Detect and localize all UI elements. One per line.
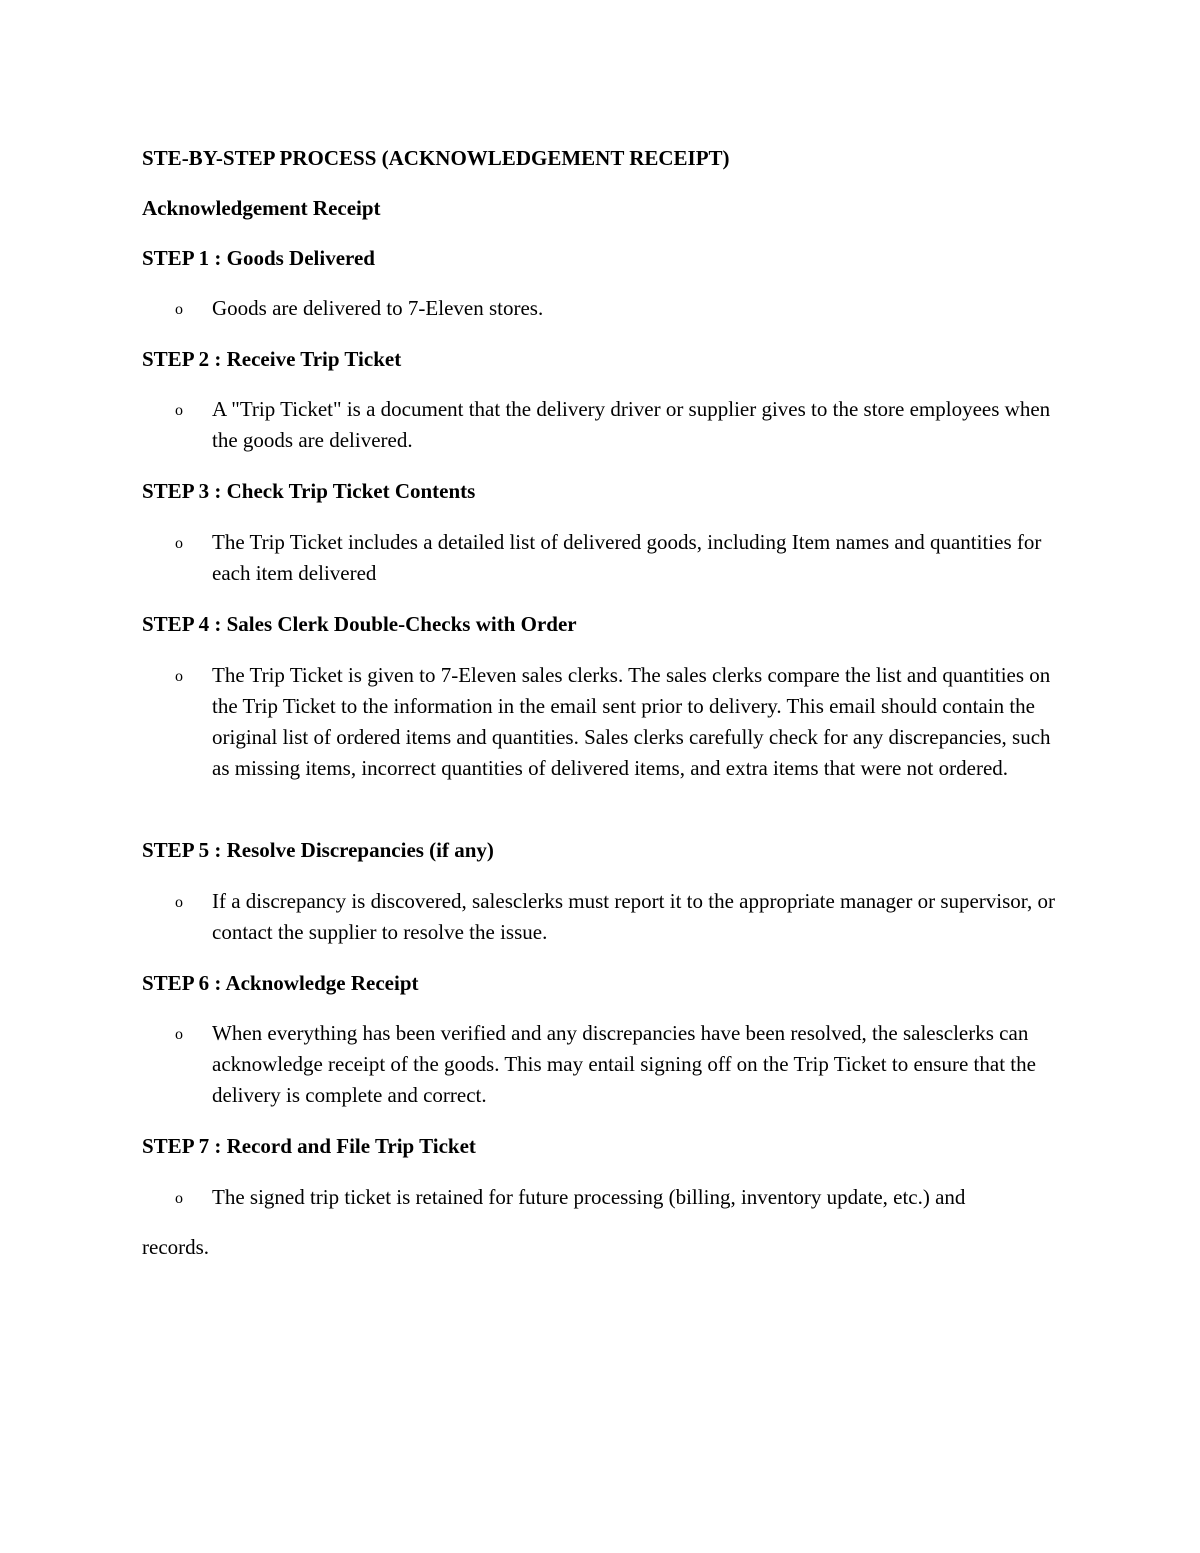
step-5-text: If a discrepancy is discovered, salesclerks must report it to the appropriate manager or supervisor, or contact the supplier to resolve the issue. bbox=[212, 889, 1055, 944]
step-5-heading: STEP 5 : Resolve Discrepancies (if any) bbox=[142, 838, 494, 862]
step-4-heading: STEP 4 : Sales Clerk Double-Checks with Order bbox=[142, 612, 577, 636]
step-7-text: The signed trip ticket is retained for future processing (billing, inventory update, etc.) and bbox=[212, 1185, 966, 1209]
step-3-heading: STEP 3 : Check Trip Ticket Contents bbox=[142, 479, 476, 503]
step-1-bullet-icon: o bbox=[175, 301, 183, 318]
step-7-bullet-icon: o bbox=[175, 1190, 183, 1207]
step-2-text: A "Trip Ticket" is a document that the delivery driver or supplier gives to the store employees when the goods are delivered. bbox=[212, 397, 1051, 452]
step-3-bullet-icon: o bbox=[175, 535, 183, 552]
document-title: STE-BY-STEP PROCESS (ACKNOWLEDGEMENT RECEIPT) bbox=[142, 146, 730, 170]
step-7-heading: STEP 7 : Record and File Trip Ticket bbox=[142, 1134, 476, 1158]
step-1-heading: STEP 1 : Goods Delivered bbox=[142, 246, 375, 270]
step-2-heading: STEP 2 : Receive Trip Ticket bbox=[142, 347, 402, 371]
step-4-bullet-icon: o bbox=[175, 668, 183, 685]
step-6-bullet-icon: o bbox=[175, 1026, 183, 1043]
step-7-continuation: records. bbox=[142, 1235, 210, 1259]
step-2-bullet-icon: o bbox=[175, 402, 183, 419]
step-6-heading: STEP 6 : Acknowledge Receipt bbox=[142, 971, 419, 995]
step-6-text: When everything has been verified and any discrepancies have been resolved, the salesclerks can acknowledge receipt of the goods. This may entail signing off on the Trip Ticket to ensure that the delivery is complete and correct. bbox=[212, 1021, 1036, 1107]
step-4-text: The Trip Ticket is given to 7-Eleven sales clerks. The sales clerks compare the list and quantities on the Trip Ticket to the information in the email sent prior to delivery. This email should contain the original list of ordered items and quantities. Sales clerks carefully check for any discrepancies, such as missing items, incorrect quantities of delivered items, and extra items that were not ordered. bbox=[212, 663, 1051, 780]
step-5-bullet-icon: o bbox=[175, 894, 183, 911]
step-3-text: The Trip Ticket includes a detailed list of delivered goods, including Item names and quantities for each item delivered bbox=[212, 530, 1042, 585]
document-subtitle: Acknowledgement Receipt bbox=[142, 196, 381, 220]
step-1-text: Goods are delivered to 7-Eleven stores. bbox=[212, 296, 544, 320]
